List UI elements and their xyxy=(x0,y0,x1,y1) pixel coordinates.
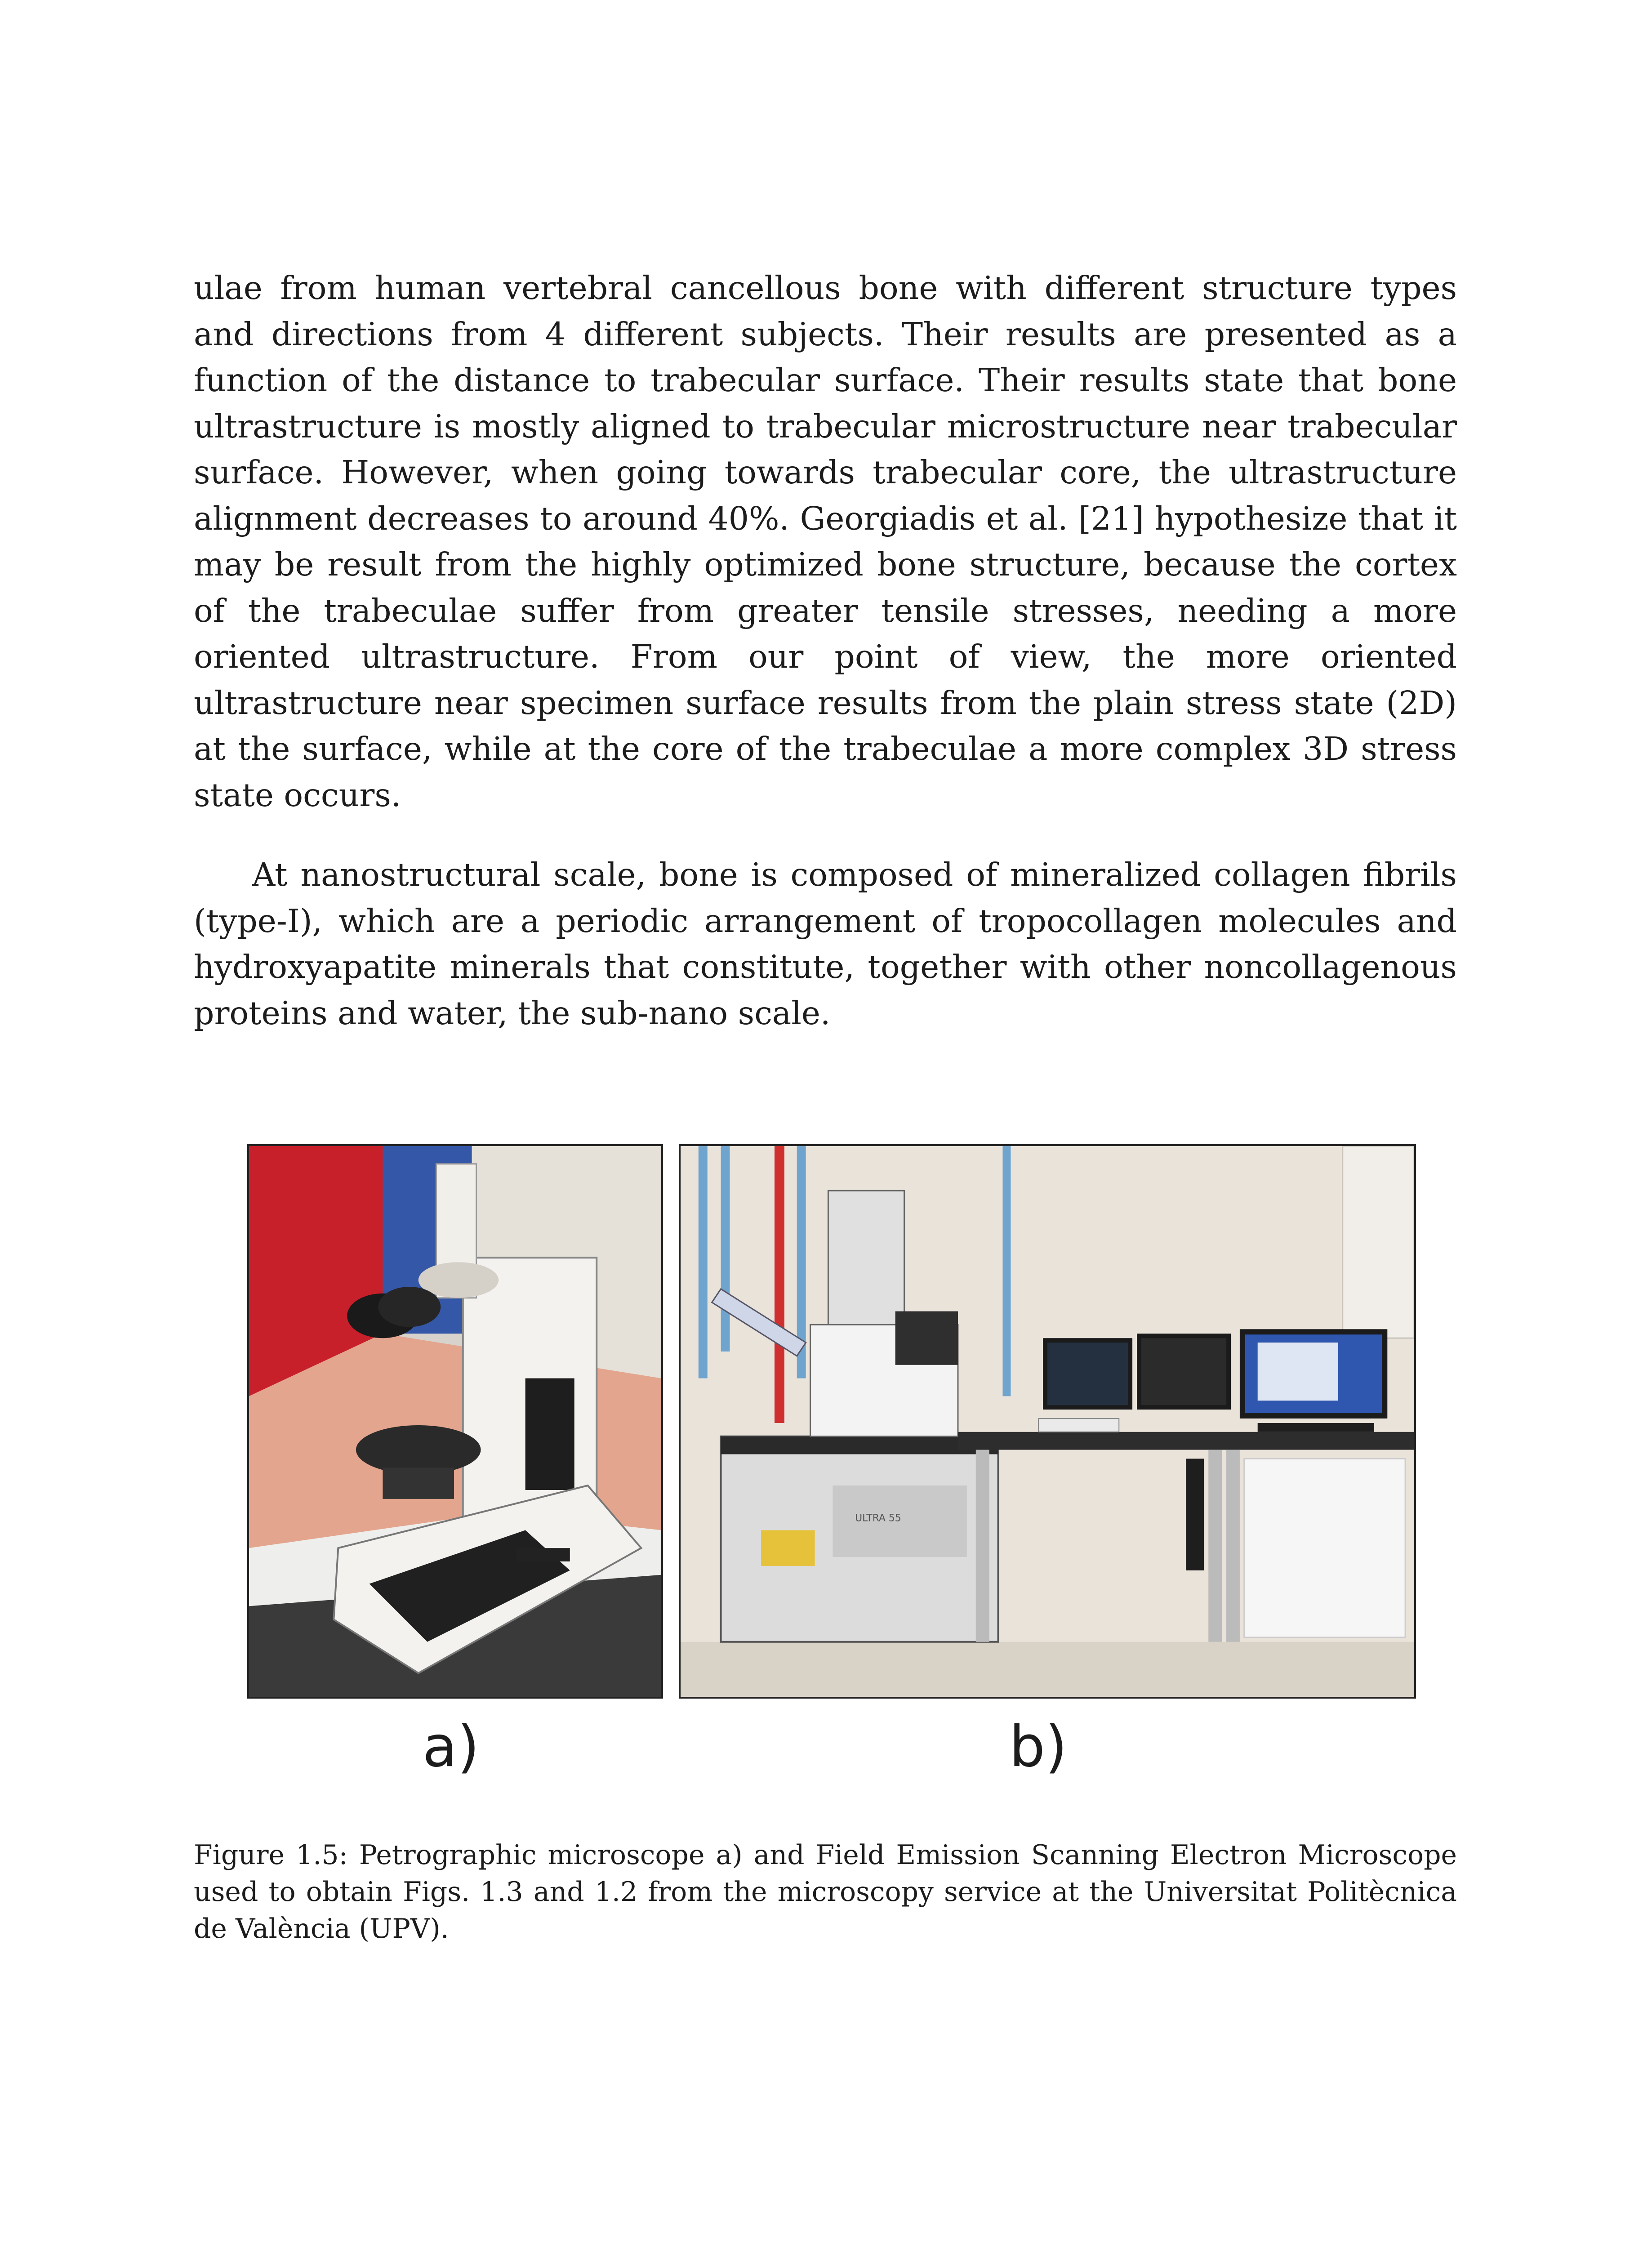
body-paragraph-1: ulae from human vertebral cancellous bone with different structure types and directions from 4 different subjects. Their results are presented as a function of the distance to trabecular surface. Their results state that bone ultrastructure is mostly aligned to trabecular microstructure near trabecular surface. However, when going towards trabecular core, the ultrastructure alignment decreases to around 40%. Georgiadis et al. [21] hypothesize that it may be result from the highly optimized bone structure, because the cortex of the trabeculae suffer from greater tensile stresses, needing a more oriented ultrastructure. From our point of view, the more oriented ultrastructure near specimen surface results from the plain stress state (2D) at the surface, while at the core of the trabeculae a more complex 3D stress state occurs. xyxy=(194,269,1457,814)
sem-model-label: ULTRA 55 xyxy=(855,1512,901,1524)
figure-caption: Figure 1.5: Petrographic microscope a) and Field Emission Scanning Electron Microscope used to obtain Figs. 1.3 and 1.2 from the microscopy service at the Universitat Politècnica de València (UPV). xyxy=(194,1839,1457,1945)
field-emission-sem-photo xyxy=(679,1144,1416,1699)
subfigure-label-b: b) xyxy=(1009,1713,1068,1780)
petrographic-microscope-photo xyxy=(247,1144,663,1699)
body-paragraph-2: At nanostructural scale, bone is composed of mineralized collagen fibrils (type-I), which are a periodic arrangement of tropocollagen molecules and hydroxyapatite minerals that constitute, together with other noncollagenous proteins and water, the sub-nano scale. xyxy=(194,856,1457,1032)
subfigure-label-a: a) xyxy=(423,1713,480,1780)
